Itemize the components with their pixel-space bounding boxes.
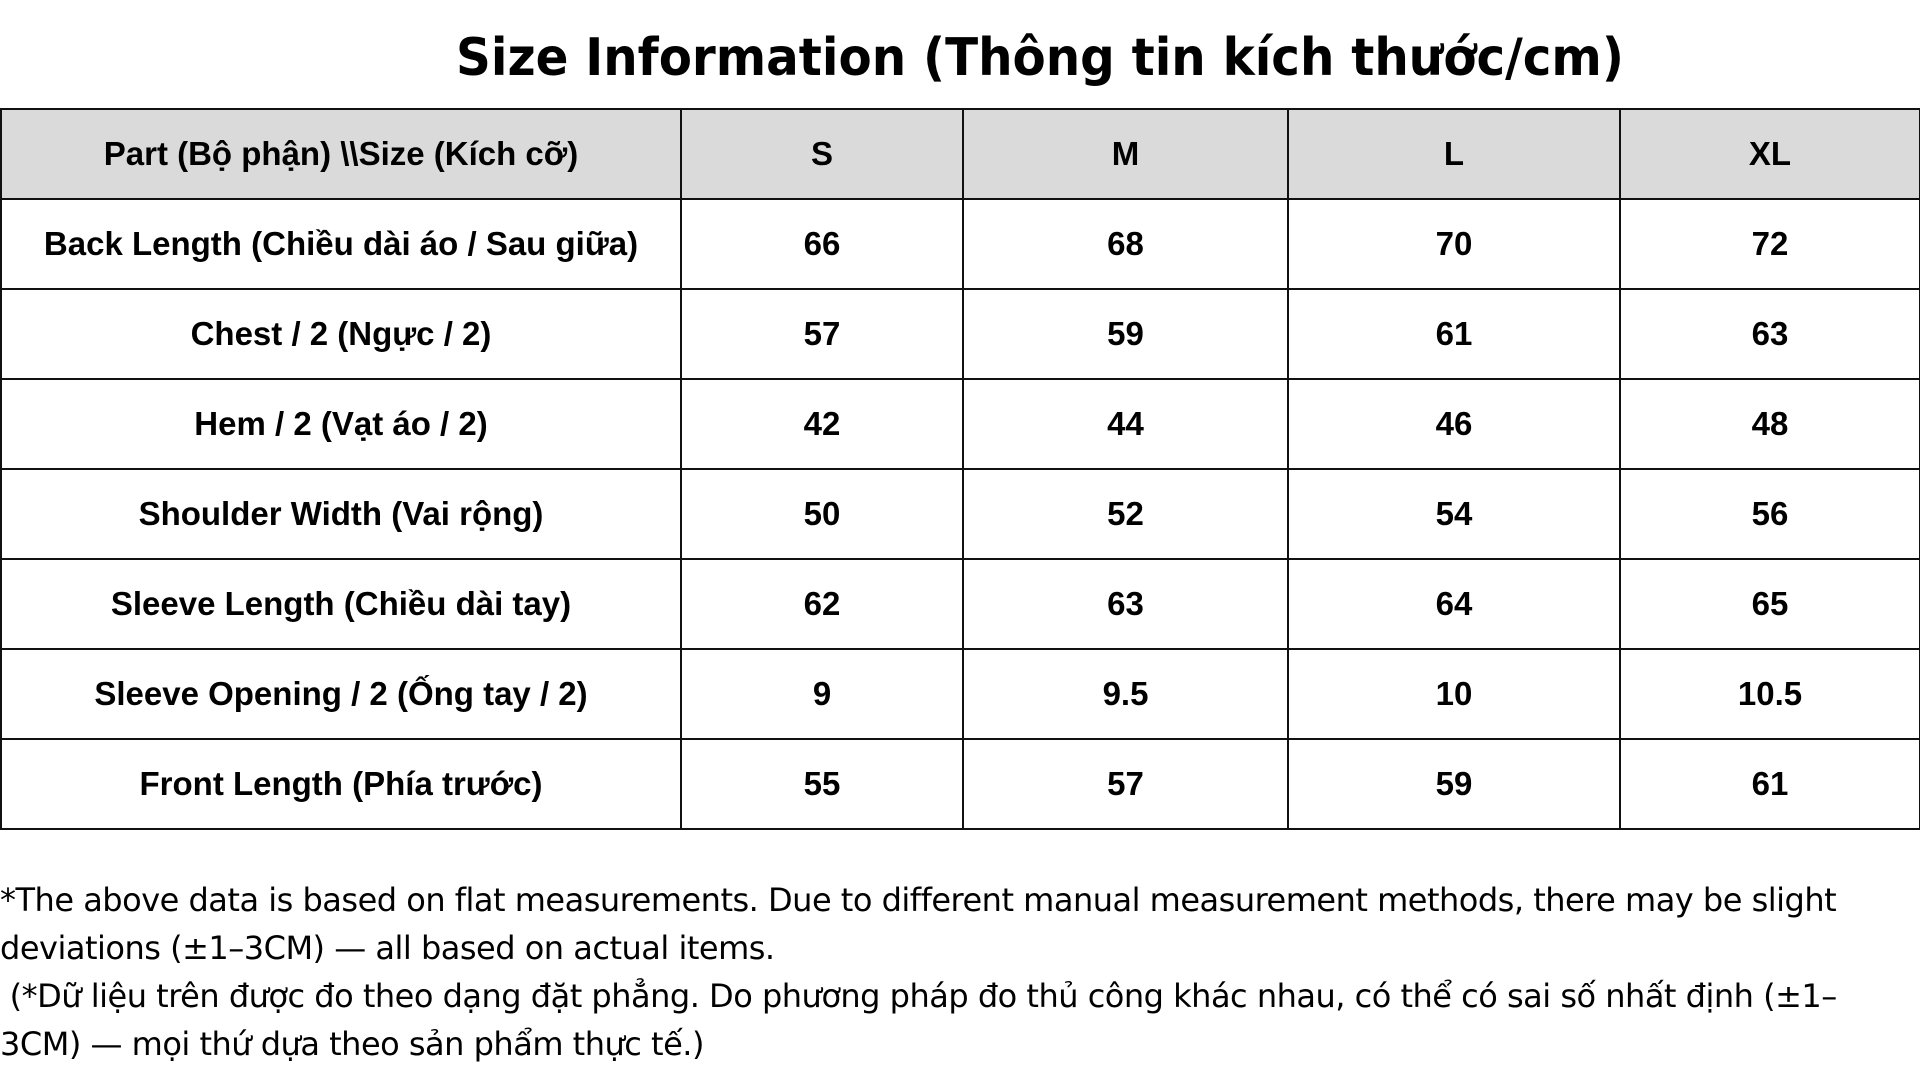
table-cell: 63 (1620, 289, 1920, 379)
table-cell: 70 (1288, 199, 1620, 289)
table-row (1, 469, 1920, 559)
table-cell: 48 (1620, 379, 1920, 469)
measurement-note-english: *The above data is based on flat measurements. Due to different manual measurement methods, there may be slight deviations (±1–3CM) — all based on actual items. (0, 881, 1846, 967)
row-part-label: Hem / 2 (Vạt áo / 2) (1, 379, 681, 469)
table-cell: 56 (1620, 469, 1920, 559)
table-header-row (1, 109, 1920, 199)
table-cell: 68 (963, 199, 1288, 289)
table-cell: 61 (1288, 289, 1620, 379)
table-cell: 57 (681, 289, 963, 379)
row-part-label: Back Length (Chiều dài áo / Sau giữa) (1, 199, 681, 289)
table-row (1, 379, 1920, 469)
table-cell: 52 (963, 469, 1288, 559)
table-cell: 59 (1288, 739, 1620, 829)
table-row (1, 289, 1920, 379)
table-cell: 57 (963, 739, 1288, 829)
table-cell: 54 (1288, 469, 1620, 559)
table-row (1, 199, 1920, 289)
table-cell: 44 (963, 379, 1288, 469)
measurement-note-vietnamese: (*Dữ liệu trên được đo theo dạng đặt phẳng. Do phương pháp đo thủ công khác nhau, có thể có sai số nhất định (±1–3CM) — mọi thứ dựa theo sản phẩm thực tế.) (0, 977, 1837, 1063)
page-title: Size Information (Thông tin kích thước/cm) (456, 28, 1624, 88)
table-cell: 64 (1288, 559, 1620, 649)
table-cell: 65 (1620, 559, 1920, 649)
header-size-m: M (963, 109, 1288, 199)
header-size-s: S (681, 109, 963, 199)
table-cell: 42 (681, 379, 963, 469)
table-row (1, 559, 1920, 649)
header-size-xl: XL (1620, 109, 1920, 199)
header-size-l: L (1288, 109, 1620, 199)
header-part-size: Part (Bộ phận) \\Size (Kích cỡ) (1, 109, 681, 199)
table-cell: 9.5 (963, 649, 1288, 739)
row-part-label: Front Length (Phía trước) (1, 739, 681, 829)
table-cell: 59 (963, 289, 1288, 379)
table-cell: 63 (963, 559, 1288, 649)
table-cell: 61 (1620, 739, 1920, 829)
table-cell: 50 (681, 469, 963, 559)
table-cell: 10 (1288, 649, 1620, 739)
table-cell: 72 (1620, 199, 1920, 289)
row-part-label: Sleeve Opening / 2 (Ống tay / 2) (1, 649, 681, 739)
table-cell: 46 (1288, 379, 1620, 469)
table-cell: 62 (681, 559, 963, 649)
table-cell: 55 (681, 739, 963, 829)
table-cell: 9 (681, 649, 963, 739)
table-cell: 10.5 (1620, 649, 1920, 739)
row-part-label: Sleeve Length (Chiều dài tay) (1, 559, 681, 649)
table-row (1, 649, 1920, 739)
row-part-label: Chest / 2 (Ngực / 2) (1, 289, 681, 379)
table-cell: 66 (681, 199, 963, 289)
row-part-label: Shoulder Width (Vai rộng) (1, 469, 681, 559)
size-table (0, 108, 1920, 830)
table-row (1, 739, 1920, 829)
